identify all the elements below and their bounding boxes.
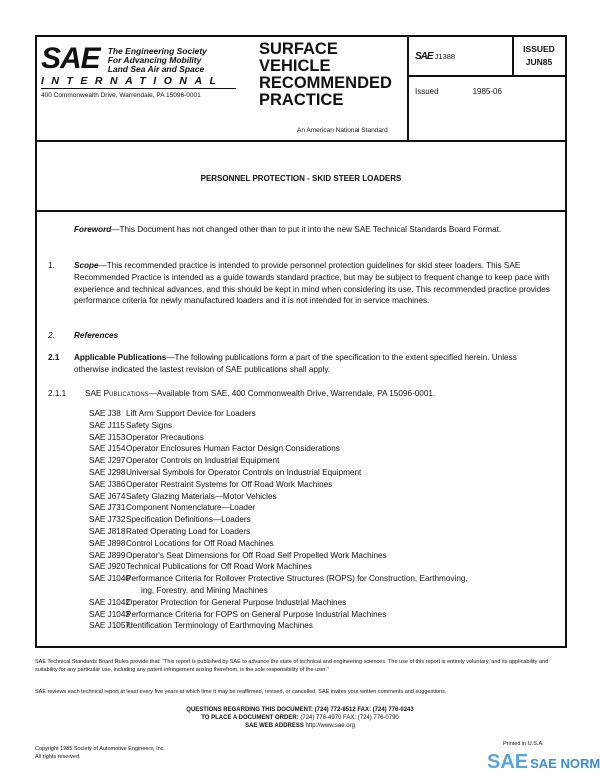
issued-label: Issued [415,87,439,96]
reference-code: SAE J674 [89,491,126,501]
sae-address: 400 Commonwealth Drive, Warrendale, PA 15096-0001 [41,92,201,99]
reference-code: SAE J818 [89,526,126,536]
reference-item [89,455,468,467]
divider [407,75,565,77]
reference-item [89,609,468,621]
applicable-label: Applicable Publications [74,353,167,362]
web-url-link[interactable]: http://www.sae.org [305,723,355,729]
reference-title: Lift Arm Support Device for Loaders [126,409,256,418]
reference-item [89,526,468,538]
reference-item [89,620,468,632]
reference-code: SAE J153 [89,432,126,442]
scope-paragraph [48,260,553,307]
document-number [415,52,455,62]
reference-title: Performance Criteria for Rollover Protective Structures (ROPS) for Construction, Earthmoving, [126,574,468,584]
issued-badge [515,43,563,69]
sae-logo [41,42,257,100]
tagline-line: The Engineering Society [107,46,207,56]
sae-publications-text: —Available from SAE, 400 Commonwealth Drive, Warrendale, PA 15096-0001. [148,389,436,398]
reference-code: SAE J115 [89,420,125,430]
divider [512,37,514,75]
reference-code: SAE J1042 [89,597,130,607]
questions-phone: (724) 772-8512 FAX: (724) 776-0243 [314,707,414,713]
document-subject: PERSONNEL PROTECTION - SKID STEER LOADERS [200,174,402,183]
tagline-line: For Advancing Mobility [107,55,202,65]
divider [407,37,409,142]
section-number: 2.1 [48,353,60,362]
sae-publications-label: SAE Publications [85,389,149,398]
sae-small-logo: SAE [415,51,433,62]
issued-date-row [415,87,502,97]
sae-norm-watermark [487,751,600,775]
reference-code: SAE J386 [89,479,126,489]
reference-item [89,408,468,420]
reference-item [89,479,468,491]
international-label: INTERNATIONAL [41,75,236,89]
document-header [37,37,565,142]
section-number: 1. [48,261,55,270]
policy-note: SAE Technical Standards Board Rules provide that: "This report is published by SAE to advance the state of technical and engineering sciences. The use of this report is entirely voluntary, and its applicability and suitability for any particular use, including any patent infringement arising therefrom, is the sole responsibility of the user." [35,659,549,673]
reference-title: Safety Glazing Materials—Motor Vehicles [126,491,277,501]
reference-code: SAE J898 [89,538,126,548]
review-note: SAE reviews each technical report at least every five years at which time it may be reaffirmed, revised, or cancelled. SAE invites your written comments and suggestions. [35,689,447,695]
reference-item [89,561,468,573]
reference-item [89,467,468,479]
reference-code: SAE J920 [89,562,126,572]
reference-code: SAE J1057 [89,621,130,631]
section-number: 2. [48,331,55,340]
reference-item [89,443,468,455]
reference-code: SAE J1043 [89,609,130,619]
copyright [35,745,165,761]
document-type-title [259,41,392,109]
reference-item [89,502,468,514]
foreword-paragraph [48,224,553,236]
reference-title: Operator Protection for General Purpose Industrial Machines [126,597,347,607]
reference-title: Safety Signs [126,420,172,430]
ansi-label: An American National Standard [297,127,388,134]
printed-label: Printed in U.S.A. [503,741,544,747]
reference-title: Technical Publications for Off Road Work Machines [126,562,312,572]
issued-badge-line: JUN85 [525,57,553,67]
web-label: SAE WEB ADDRESS [245,723,304,729]
reference-code: SAE J731 [89,503,126,513]
copyright-text: Copyright 1985 Society of Automotive Engineers, Inc. [35,746,165,752]
scope-text: —This recommended practice is intended to provide personnel protection guidelines for skid steer loaders. This SAE Recommended Practice is intended as a guide towards standard practice, but may be subject to frequent change to keep pace with experience and technical advances, and this should be kept in mind when considering its use. This recommended practice provides performance criteria for newly manufactured loaders and it is not intended for in service machines. [74,261,550,306]
reference-code: SAE J899 [89,550,126,560]
reference-title: Specification Definitions—Loaders [126,515,251,525]
foreword-label: Foreword [74,225,112,234]
reference-item [89,432,468,444]
reference-title: Operator Precautions [126,432,204,442]
reference-title: Operator's Seat Dimensions for Off Road Self Propelled Work Machines [126,550,387,560]
reference-title: Operator Controls on Industrial Equipment [126,456,280,466]
title-line: SURFACE [259,40,338,58]
references-label: References [74,331,119,340]
order-phone: (724) 776-4970 FAX: (724) 776-0790 [300,715,399,721]
reference-continuation: ing, Forestry, and Mining Machines [141,585,268,595]
questions-label: QUESTIONS REGARDING THIS DOCUMENT: [186,707,313,713]
issued-date: 1985-06 [472,87,502,96]
title-line: VEHICLE [259,57,331,75]
issued-badge-line: ISSUED [523,44,555,54]
reference-title: Operator Enclosures Human Factor Design Considerations [126,444,340,454]
reference-title: Performance Criteria for FOPS on General Purpose Industrial Machines [126,609,387,619]
doc-number-text: J1388 [434,52,456,61]
reference-code: SAE J732 [89,515,126,525]
reference-item [89,550,468,562]
applicable-paragraph [48,352,553,376]
references-heading [48,330,553,342]
reference-title: Rated Operating Load for Loaders [126,526,251,536]
title-line: PRACTICE [259,91,344,109]
reference-code: SAE J1040 [89,574,130,584]
sae-publications-paragraph [48,388,553,400]
applicable-text: —The following publications form a part of the specification to the extent specified herein. Unless otherwise indicated the lastest revision of SAE publications shall apply. [74,353,517,374]
reference-item [89,420,468,432]
document-frame [35,35,567,648]
section-number: 2.1.1 [48,389,67,398]
contact-info [0,706,600,730]
subject-row [37,142,565,212]
reference-code: SAE J297 [89,456,126,466]
reference-item [89,538,468,550]
foreword-text: —This Document has not changed other than to put it into the new SAE Technical Standards Board Format. [111,225,502,234]
reference-code: SAE J38 [89,409,121,418]
watermark-logo: SAE [487,751,529,773]
sae-tagline [108,47,207,74]
tagline-line: Land Sea Air and Space [107,64,205,74]
reference-item [89,491,468,503]
reference-title: Operator Restraint Systems for Off Road Work Machines [126,479,333,489]
reference-item [89,514,468,526]
reference-code: SAE J298 [89,467,126,477]
scope-label: Scope [74,261,99,270]
order-label: TO PLACE A DOCUMENT ORDER: [201,715,299,721]
reference-item [89,573,468,585]
title-line: RECOMMENDED [259,74,392,92]
reference-title: Component Nomenclature—Loader [126,503,256,513]
reference-title: Universal Symbols for Operator Controls on Industrial Equipment [126,467,362,477]
reference-item [89,597,468,609]
reference-title: Identification Terminology of Earthmoving Machines [126,621,313,631]
rights-text: All rights reserved. [35,754,81,760]
reference-list [89,408,468,632]
reference-code: SAE J154 [89,444,126,454]
sae-logo-mark: SAE [41,42,100,75]
watermark-text: SAE NORM [530,756,600,771]
reference-title: Control Locations for Off Road Machines [126,538,274,548]
